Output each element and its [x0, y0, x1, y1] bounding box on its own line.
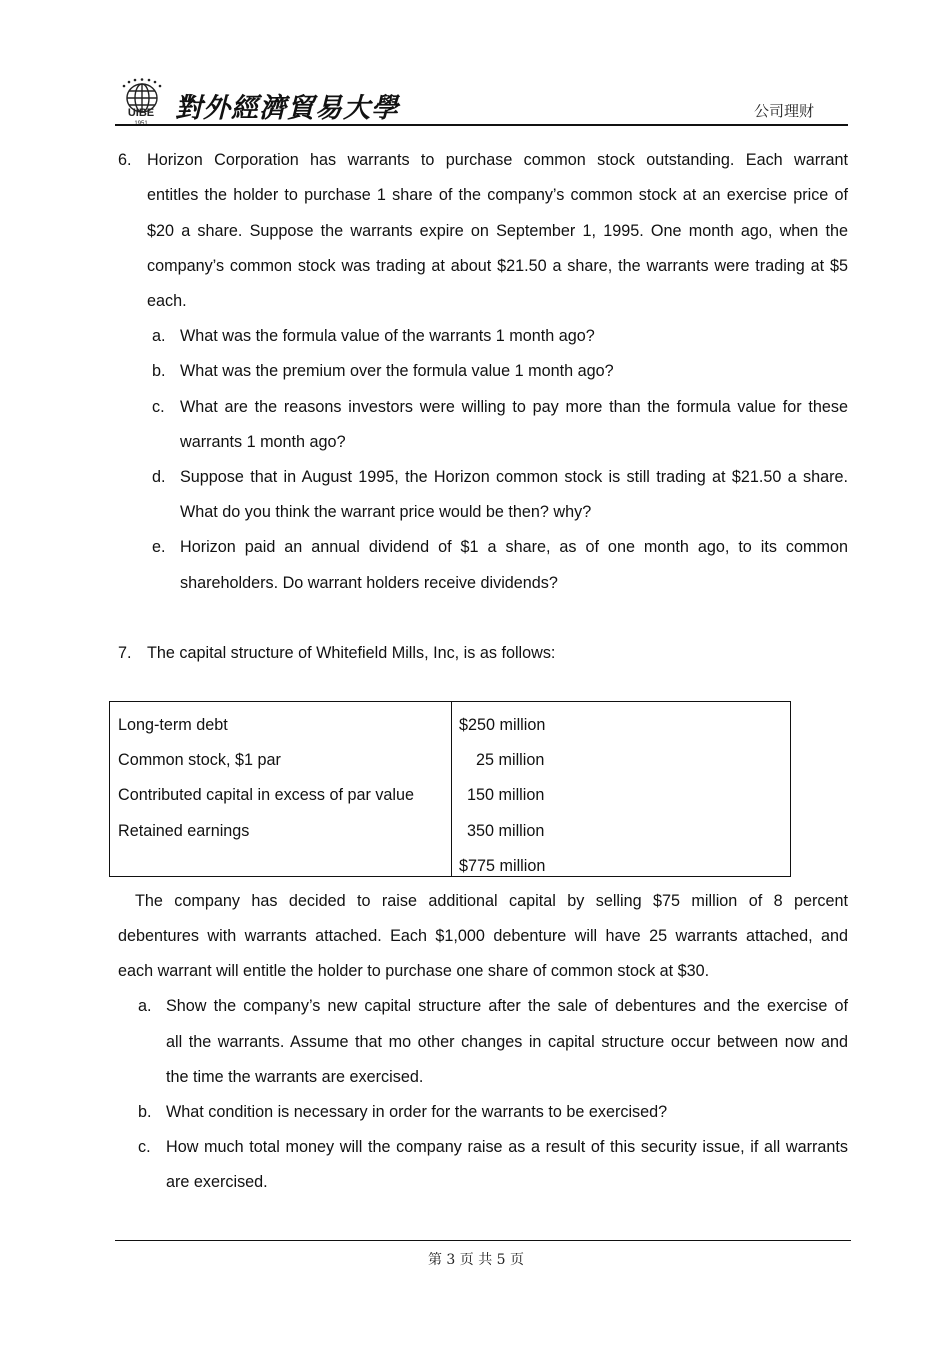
capital-structure-table [109, 701, 791, 877]
question-text-line: company’s common stock was trading at about $21.50 a share, the warrants were trading at $5 [147, 257, 848, 275]
question-number: 6. [118, 151, 132, 169]
body-text-line: debentures with warrants attached. Each $1,000 debenture will have 25 warrants attached, and [118, 927, 848, 945]
body-text-line: each warrant will entitle the holder to purchase one share of common stock at $30. [118, 962, 710, 980]
part-text-line: are exercised. [166, 1173, 268, 1191]
part-text-line: warrants 1 month ago? [180, 433, 346, 451]
part-letter: c. [152, 398, 165, 416]
part-text-line: Show the company’s new capital structure after the sale of debentures and the exercise of [166, 997, 848, 1015]
table-row-label: Long-term debt [118, 716, 228, 734]
body-text-line: The company has decided to raise additional capital by selling $75 million of 8 percent [135, 892, 848, 910]
question-text-line: Horizon Corporation has warrants to purchase common stock outstanding. Each warrant [147, 151, 848, 169]
table-row-value: 25 million [476, 751, 545, 769]
part-letter: a. [138, 997, 152, 1015]
table-row-value: 150 million [467, 786, 545, 804]
part-text-line: What was the formula value of the warrants 1 month ago? [180, 327, 595, 345]
part-text-line: What do you think the warrant price would be then? why? [180, 503, 592, 521]
table-row-label: Retained earnings [118, 822, 250, 840]
part-text-line: How much total money will the company raise as a result of this security issue, if all warrants [166, 1138, 848, 1156]
part-text-line: Horizon paid an annual dividend of $1 a share, as of one month ago, to its common [180, 538, 848, 556]
part-text-line: What are the reasons investors were willing to pay more than the formula value for these [180, 398, 848, 416]
part-text-line: What was the premium over the formula value 1 month ago? [180, 362, 614, 380]
question-text-line: each. [147, 292, 187, 310]
table-row-value: $250 million [459, 716, 546, 734]
table-row-value: 350 million [467, 822, 545, 840]
part-text-line: What condition is necessary in order for the warrants to be exercised? [166, 1103, 668, 1121]
part-text-line: the time the warrants are exercised. [166, 1068, 424, 1086]
table-row-label: Common stock, $1 par [118, 751, 281, 769]
part-letter: a. [152, 327, 166, 345]
part-letter: b. [152, 362, 166, 380]
question-text-line: entitles the holder to purchase 1 share of the company’s common stock at an exercise price of [147, 186, 848, 204]
page-header [115, 76, 848, 128]
question-number: 7. [118, 644, 132, 662]
part-text-line: shareholders. Do warrant holders receive dividends? [180, 574, 558, 592]
part-text-line: all the warrants. Assume that mo other changes in capital structure occur between now and [166, 1033, 848, 1051]
question-text-line: The capital structure of Whitefield Mills, Inc, is as follows: [147, 644, 556, 662]
part-text-line: Suppose that in August 1995, the Horizon common stock is still trading at $21.50 a share. [180, 468, 848, 486]
part-letter: c. [138, 1138, 151, 1156]
table-column-divider [451, 702, 452, 876]
course-name: 公司理财 [753, 103, 814, 120]
part-letter: d. [152, 468, 166, 486]
page-number: 第 3 页 共 5 页 [427, 1252, 525, 1268]
footer-divider [115, 1240, 851, 1241]
part-letter: b. [138, 1103, 152, 1121]
header-divider [115, 124, 848, 126]
logo-text: UIBE [127, 107, 155, 119]
part-letter: e. [152, 538, 166, 556]
university-name: 對外經濟貿易大學 [175, 93, 399, 124]
table-total-value: $775 million [459, 857, 546, 875]
university-logo-icon [115, 78, 175, 128]
question-text-line: $20 a share. Suppose the warrants expire on September 1, 1995. One month ago, when the [147, 222, 848, 240]
table-row-label: Contributed capital in excess of par value [118, 786, 415, 804]
